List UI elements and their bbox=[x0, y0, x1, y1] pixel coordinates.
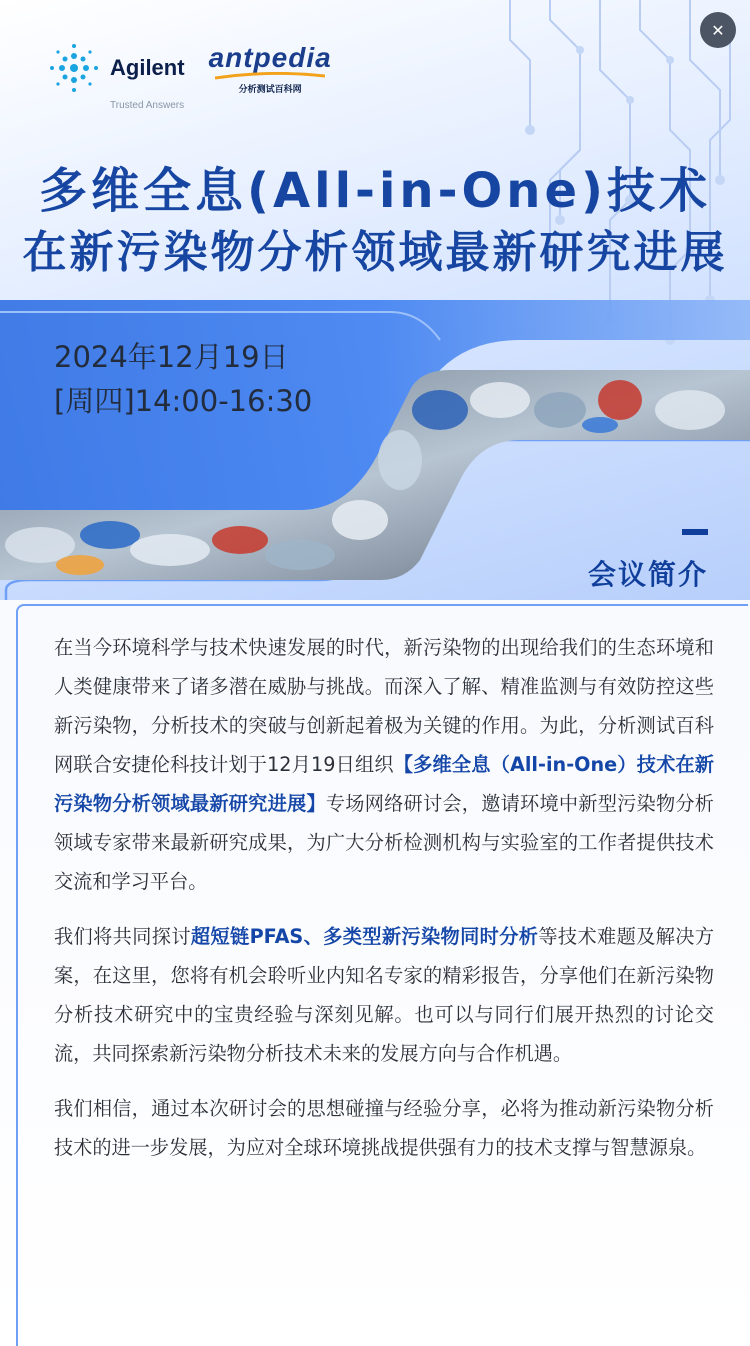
event-time: [周四]14:00-16:30 bbox=[54, 384, 313, 418]
hero-banner bbox=[0, 0, 750, 600]
event-date: 2024年12月19日 bbox=[54, 340, 289, 374]
p1-highlight: 【多维全息（All-in-One）技术在新污染物分析领域最新研究进展】 bbox=[54, 753, 714, 815]
close-icon: ✕ bbox=[711, 20, 725, 40]
p2-text-b: 等技术难题及解决方案，在这里，您将有机会聆听业内知名专家的精彩报告，分享他们在新污染物分析技术研究中的宝贵经验与深刻见解。也可以与同行们展开热烈的讨论交流，共同探索新污染物分析技术未来的发展方向与合作机遇。 bbox=[54, 925, 715, 1065]
title-line-2: 在新污染物分析领域最新研究进展 bbox=[22, 227, 728, 278]
section-title: 会议简介 bbox=[587, 558, 708, 591]
p2-text-a: 我们将共同探讨 bbox=[54, 925, 191, 948]
agilent-spark-icon bbox=[46, 40, 102, 96]
antpedia-name: antpedia bbox=[208, 42, 332, 73]
intro-text bbox=[54, 628, 714, 1183]
section-header bbox=[588, 520, 708, 593]
intro-paragraph-3: 我们相信，通过本次研讨会的思想碰撞与经验分享，必将为推动新污染物分析技术的进一步发展，为应对全球环境挑战提供强有力的技术支撑与智慧源泉。 bbox=[54, 1097, 714, 1159]
logo-bar bbox=[46, 40, 332, 111]
antpedia-swoosh-icon bbox=[215, 72, 325, 80]
intro-paragraph-1 bbox=[54, 628, 714, 901]
p1-text-a: 在当今环境科学与技术快速发展的时代，新污染物的出现给我们的生态环境和人类健康带来了诸多潜在威胁与挑战。而深入了解、精准监测与有效防控这些新污染物，分析技术的突破与创新起着极为关键的作用。为此，分析测试百科网联合安捷伦科技计划于12月19日组织 bbox=[54, 636, 714, 776]
agilent-name: Agilent bbox=[110, 55, 185, 80]
section-dash bbox=[682, 529, 708, 535]
event-datetime bbox=[54, 335, 312, 423]
event-title bbox=[0, 160, 750, 284]
agilent-logo bbox=[46, 40, 185, 111]
antpedia-logo bbox=[209, 44, 332, 95]
p2-highlight: 超短链PFAS、多类型新污染物同时分析 bbox=[190, 925, 539, 948]
p1-text-b: 专场网络研讨会，邀请环境中新型污染物分析领域专家带来最新研究成果，为广大分析检测机构与实验室的工作者提供技术交流和学习平台。 bbox=[54, 792, 714, 893]
title-line-1: 多维全息(All-in-One)技术 bbox=[39, 163, 711, 219]
antpedia-subtitle: 分析测试百科网 bbox=[238, 85, 302, 95]
intro-paragraph-2 bbox=[54, 917, 714, 1073]
close-button[interactable] bbox=[700, 12, 736, 48]
agilent-tagline: Trusted Answers bbox=[110, 100, 185, 111]
